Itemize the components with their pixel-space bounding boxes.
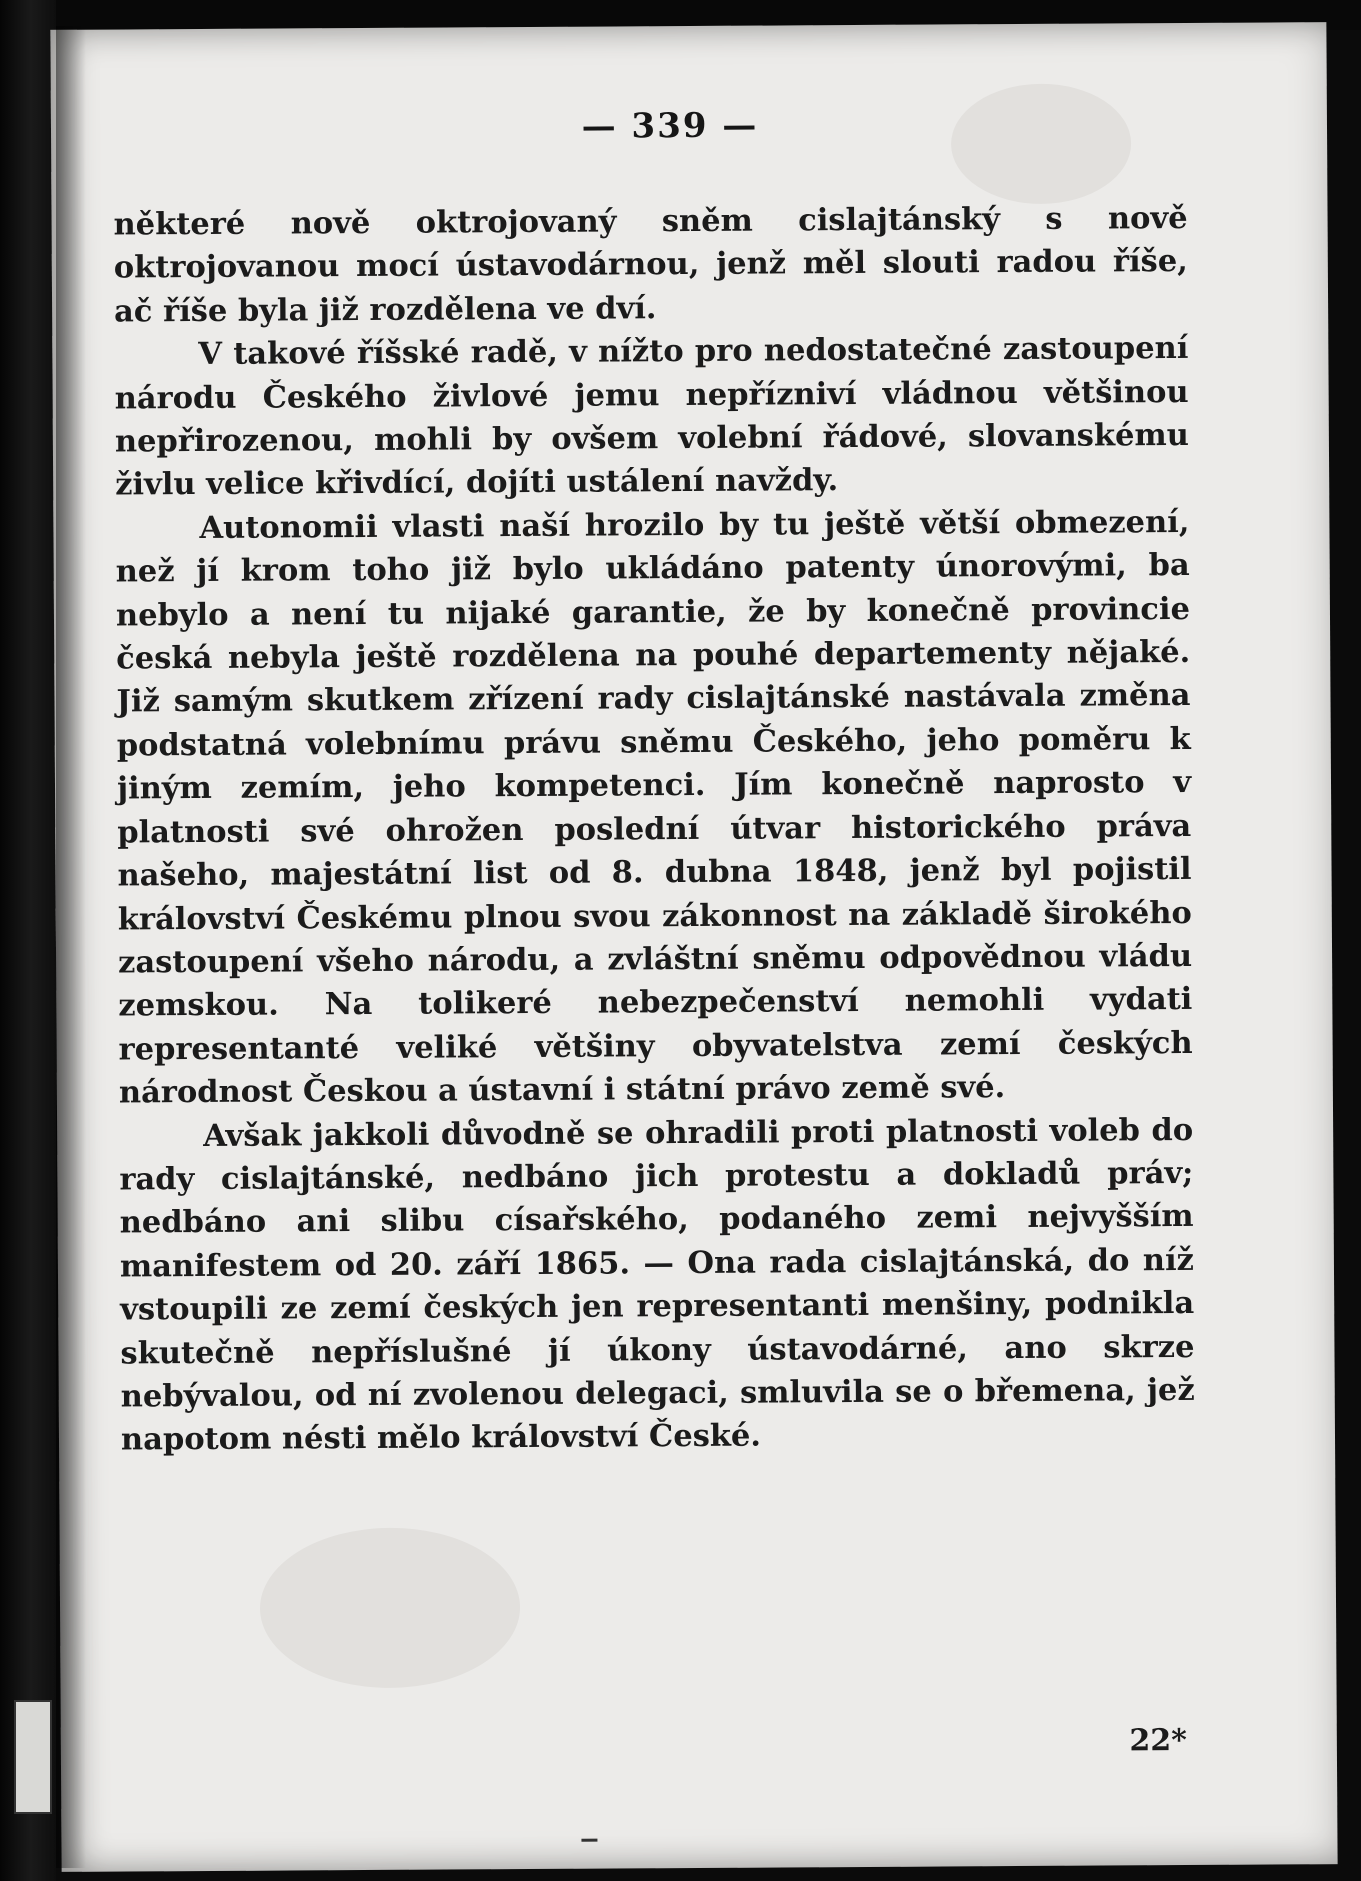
paragraph-1: některé nově oktrojovaný sněm cislajtánský s nově oktrojovanou mocí ústavodárnou, jenž měl slouti radou říše, ač říše byla již rozdělena ve dví. <box>113 199 1188 330</box>
body-text <box>113 197 1195 1462</box>
footer-dash <box>581 1839 597 1842</box>
page-number: — 339 — <box>581 105 759 147</box>
scan-left-edge <box>0 0 56 1881</box>
page-content <box>113 103 1195 1462</box>
paper-stain <box>260 1527 521 1689</box>
spine-shadow <box>56 26 86 1868</box>
signature-mark: 22* <box>1129 1723 1187 1759</box>
paragraph-2: V takové říšské radě, v nížto pro nedostatečné zastoupení národu Českého živlové jemu nepřízniví vládnou většinou nepřirozenou, mohli by ovšem volební řádové, slovanskému živlu velice křivdící, dojíti ustálení navždy. <box>114 330 1189 503</box>
book-page <box>50 22 1337 1872</box>
paragraph-4: Avšak jakkoli důvodně se ohradili proti platnosti voleb do rady cislajtánské, nedbáno jich protestu a dokladů práv; nedbáno ani slibu císařského, podaného zemi nejvyšším manifestem od 20. září 1865. — Ona rada cislajtánská, do níž vstoupili ze zemí českých jen representanti menšiny, podnikla skutečně nepříslušné jí úkony ústavodárné, ano skrze nebývalou, od ní zvolenou delegaci, smluvila se o břemena, jež napotom nésti mělo království České. <box>119 1111 1195 1458</box>
page-tab-marker <box>14 1700 52 1814</box>
paragraph-3: Autonomii vlasti naší hrozilo by tu ještě větší obmezení, než jí krom toho již bylo ukládáno patenty únorovými, ba nebylo a není tu nijaké garantie, že by konečně provincie česká nebyla ještě rozdělena na pouhé departementy nějaké. Již samým skutkem zřízení rady cislajtánské nastávala změna podstatná volebnímu právu sněmu Českého, jeho poměru k jiným zemím, jeho kompetenci. Jím konečně naprosto v platnosti své ohrožen poslední útvar historického práva našeho, majestátní list od 8. dubna 1848, jenž byl pojistil království Českému plnou svou zákonnost na základě širokého zastoupení všeho národu, a zvláštní sněmu odpovědnou vládu zemskou. Na tolikeré nebezpečenství nemohli vydati representanté veliké většiny obyvatelstva zemí českých národnost Českou a ústavní i státní právo země své. <box>115 503 1193 1111</box>
